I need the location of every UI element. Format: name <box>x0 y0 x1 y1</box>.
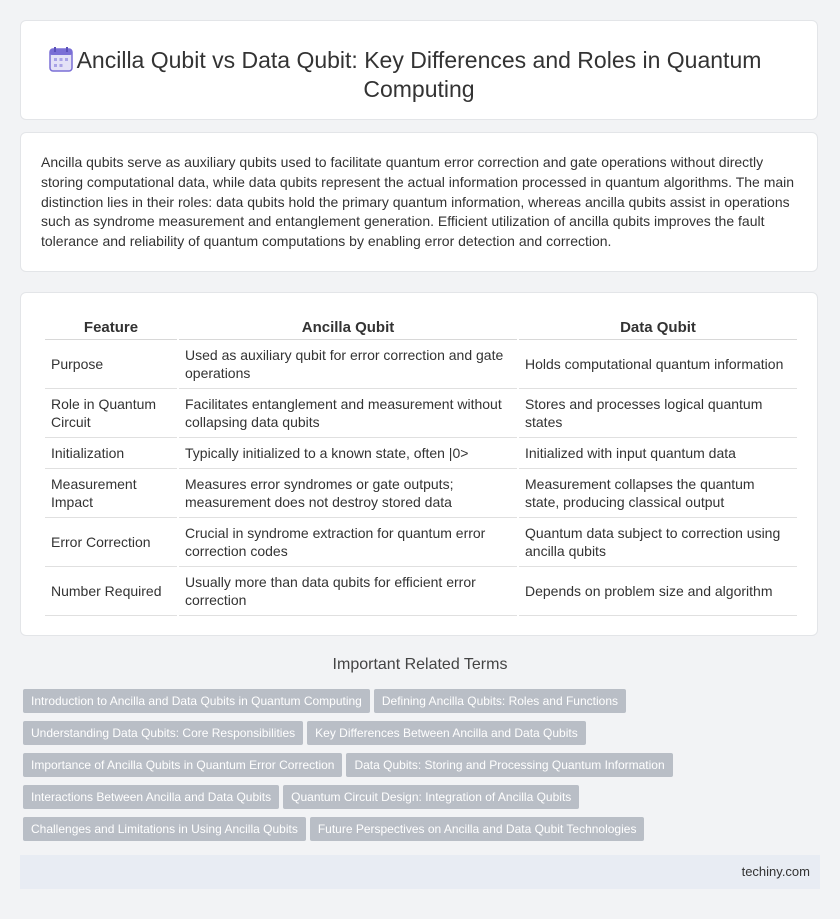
table-cell: Typically initialized to a known state, often |0> <box>179 438 517 469</box>
related-term-tag[interactable]: Interactions Between Ancilla and Data Qubits <box>23 785 279 809</box>
footer-site-link[interactable]: techiny.com <box>741 864 810 879</box>
table-cell: Used as auxiliary qubit for error correction and gate operations <box>179 340 517 389</box>
header-feature: Feature <box>45 317 177 340</box>
intro-paragraph: Ancilla qubits serve as auxiliary qubits used to facilitate quantum error correction and gate operations without directly storing computational data, while data qubits represent the actual information processed in quantum algorithms. The main distinction lies in their roles: data qubits hold the primary quantum information, whereas ancilla qubits assist in operations such as syndrome measurement and entanglement generation. Efficient utilization of ancilla qubits improves the fault tolerance and reliability of quantum computations by enabling error detection and correction. <box>41 154 795 250</box>
related-term-tag[interactable]: Data Qubits: Storing and Processing Quantum Information <box>346 753 672 777</box>
tag-row <box>23 753 803 785</box>
table-row <box>45 340 797 389</box>
table-cell: Measures error syndromes or gate outputs; measurement does not destroy stored data <box>179 469 517 518</box>
related-term-tag[interactable]: Importance of Ancilla Qubits in Quantum Error Correction <box>23 753 342 777</box>
table-cell: Crucial in syndrome extraction for quantum error correction codes <box>179 518 517 567</box>
table-cell: Measurement collapses the quantum state, producing classical output <box>519 469 797 518</box>
page-title: Ancilla Qubit vs Data Qubit: Key Differences and Roles in Quantum Computing <box>76 47 762 102</box>
related-term-tag[interactable]: Challenges and Limitations in Using Ancilla Qubits <box>23 817 306 841</box>
table-cell: Initialization <box>45 438 177 469</box>
related-term-tag[interactable]: Key Differences Between Ancilla and Data Qubits <box>307 721 586 745</box>
table-cell: Usually more than data qubits for efficient error correction <box>179 567 517 616</box>
table-row <box>45 518 797 567</box>
footer <box>20 855 820 889</box>
comparison-card <box>20 292 818 636</box>
related-term-tag[interactable]: Defining Ancilla Qubits: Roles and Functions <box>374 689 626 713</box>
related-term-tag[interactable]: Quantum Circuit Design: Integration of Ancilla Qubits <box>283 785 579 809</box>
table-cell: Purpose <box>45 340 177 389</box>
header-card <box>20 20 818 120</box>
table-cell: Role in Quantum Circuit <box>45 389 177 438</box>
table-cell: Number Required <box>45 567 177 616</box>
table-cell: Initialized with input quantum data <box>519 438 797 469</box>
table-cell: Holds computational quantum information <box>519 340 797 389</box>
related-terms-list <box>23 689 803 849</box>
comparison-table <box>43 317 799 616</box>
table-cell: Quantum data subject to correction using ancilla qubits <box>519 518 797 567</box>
table-row <box>45 438 797 469</box>
table-header-row <box>45 317 797 340</box>
table-row <box>45 567 797 616</box>
header-data: Data Qubit <box>519 317 797 340</box>
related-term-tag[interactable]: Introduction to Ancilla and Data Qubits in Quantum Computing <box>23 689 370 713</box>
tag-row <box>23 721 803 753</box>
table-cell: Depends on problem size and algorithm <box>519 567 797 616</box>
table-cell: Facilitates entanglement and measurement without collapsing data qubits <box>179 389 517 438</box>
header-ancilla: Ancilla Qubit <box>179 317 517 340</box>
tag-row <box>23 785 803 817</box>
tag-row <box>23 689 803 721</box>
related-term-tag[interactable]: Understanding Data Qubits: Core Responsibilities <box>23 721 303 745</box>
table-row <box>45 389 797 438</box>
related-terms-heading: Important Related Terms <box>332 656 508 673</box>
table-cell: Error Correction <box>45 518 177 567</box>
related-term-tag[interactable]: Future Perspectives on Ancilla and Data Qubit Technologies <box>310 817 645 841</box>
tag-row <box>23 817 803 849</box>
table-row <box>45 469 797 518</box>
intro-card <box>20 132 818 272</box>
table-cell: Measurement Impact <box>45 469 177 518</box>
table-cell: Stores and processes logical quantum states <box>519 389 797 438</box>
